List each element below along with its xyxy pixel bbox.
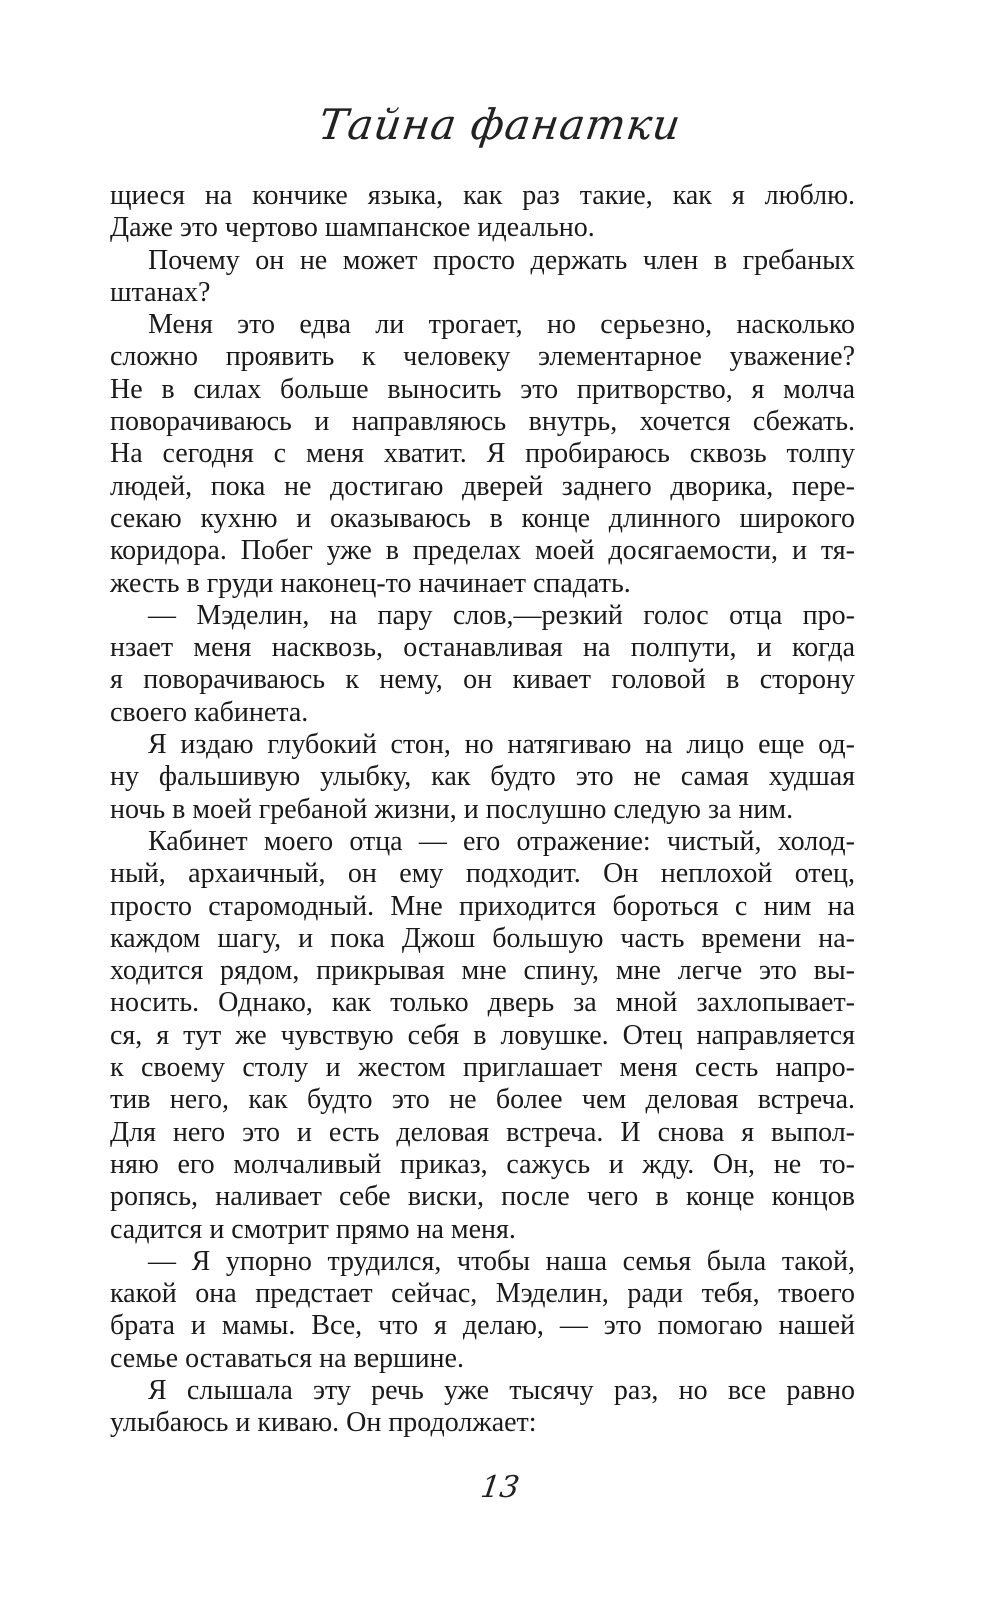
text-line: ходится рядом, прикрывая мне спину, мне легче это вы- <box>110 955 855 987</box>
text-line: ну фальшивую улыбку, как будто это не самая худшая <box>110 761 855 793</box>
page-number: 13 <box>478 1470 522 1505</box>
text-line: тив него, как будто это не более чем деловая встреча. <box>110 1084 855 1116</box>
text-line: садится и смотрит прямо на меня. <box>110 1213 516 1245</box>
text-line: семье оставаться на вершине. <box>110 1342 464 1374</box>
text-line: ный, архаичный, он ему подходит. Он неплохой отец, <box>110 858 855 890</box>
text-line: я поворачиваюсь к нему, он кивает головой в сторону <box>110 664 855 696</box>
text-line: — Я упорно трудился, чтобы наша семья была такой, <box>148 1245 855 1277</box>
text-line: ночь в моей гребаной жизни, и послушно следую за ним. <box>110 793 794 825</box>
text-line: Даже это чертово шампанское идеально. <box>110 212 595 244</box>
text-line: На сегодня с меня хватит. Я пробираюсь сквозь толпу <box>110 438 855 470</box>
text-line: улыбаюсь и киваю. Он продолжает: <box>110 1407 537 1439</box>
text-line: каждом шагу, и пока Джош большую часть времени на- <box>110 922 855 954</box>
text-line: Для него это и есть деловая встреча. И снова я выпол- <box>110 1116 855 1148</box>
text-line: няю его молчаливый приказ, сажусь и жду. Он, не то- <box>110 1148 855 1180</box>
text-line: носить. Однако, как только дверь за мной захлопывает- <box>110 987 855 1019</box>
text-line: Кабинет моего отца — его отражение: чистый, холод- <box>148 825 855 857</box>
text-line: Я издаю глубокий стон, но натягиваю на лицо еще од- <box>148 729 855 761</box>
text-line: ропясь, наливает себе виски, после чего в конце концов <box>110 1181 855 1213</box>
text-line: сложно проявить к человеку элементарное уважение? <box>110 341 855 373</box>
text-line: — Мэделин, на пару слов,—резкий голос отца про- <box>148 599 855 631</box>
text-line: людей, пока не достигаю дверей заднего дворика, пере- <box>110 470 855 502</box>
text-line: штанах? <box>110 276 211 308</box>
text-line: какой она предстает сейчас, Мэделин, ради тебя, твоего <box>110 1278 855 1310</box>
text-line: нзает меня насквозь, останавливая на полпути, и когда <box>110 632 855 664</box>
text-line: просто старомодный. Мне приходится бороться с ним на <box>110 890 855 922</box>
text-line: коридора. Побег уже в пределах моей досягаемости, и тя- <box>110 535 855 567</box>
text-line: ся, я тут же чувствую себя в ловушке. Отец направляется <box>110 1019 855 1051</box>
text-line: секаю кухню и оказываюсь в конце длинного широкого <box>110 502 855 534</box>
text-line: щиеся на кончике языка, как раз такие, как я люблю. <box>110 180 855 211</box>
text-line: брата и мамы. Все, что я делаю, — это помогаю нашей <box>110 1310 855 1342</box>
text-line: Почему он не может просто держать член в гребаных <box>148 244 855 276</box>
text-line: к своему столу и жестом приглашает меня сесть напро- <box>110 1052 855 1084</box>
running-head-title: Тайна фанатки <box>315 100 685 149</box>
text-line: Я слышала эту речь уже тысячу раз, но все равно <box>148 1374 855 1406</box>
text-line: Меня это едва ли трогает, но серьезно, насколько <box>148 309 855 341</box>
text-line: своего кабинета. <box>110 696 309 728</box>
text-line: жесть в груди наконец-то начинает спадать. <box>110 567 631 599</box>
body-text <box>110 180 855 1440</box>
text-line: поворачиваюсь и направляюсь внутрь, хочется сбежать. <box>110 406 855 438</box>
text-line: Не в силах больше выносить это притворство, я молча <box>110 373 855 405</box>
